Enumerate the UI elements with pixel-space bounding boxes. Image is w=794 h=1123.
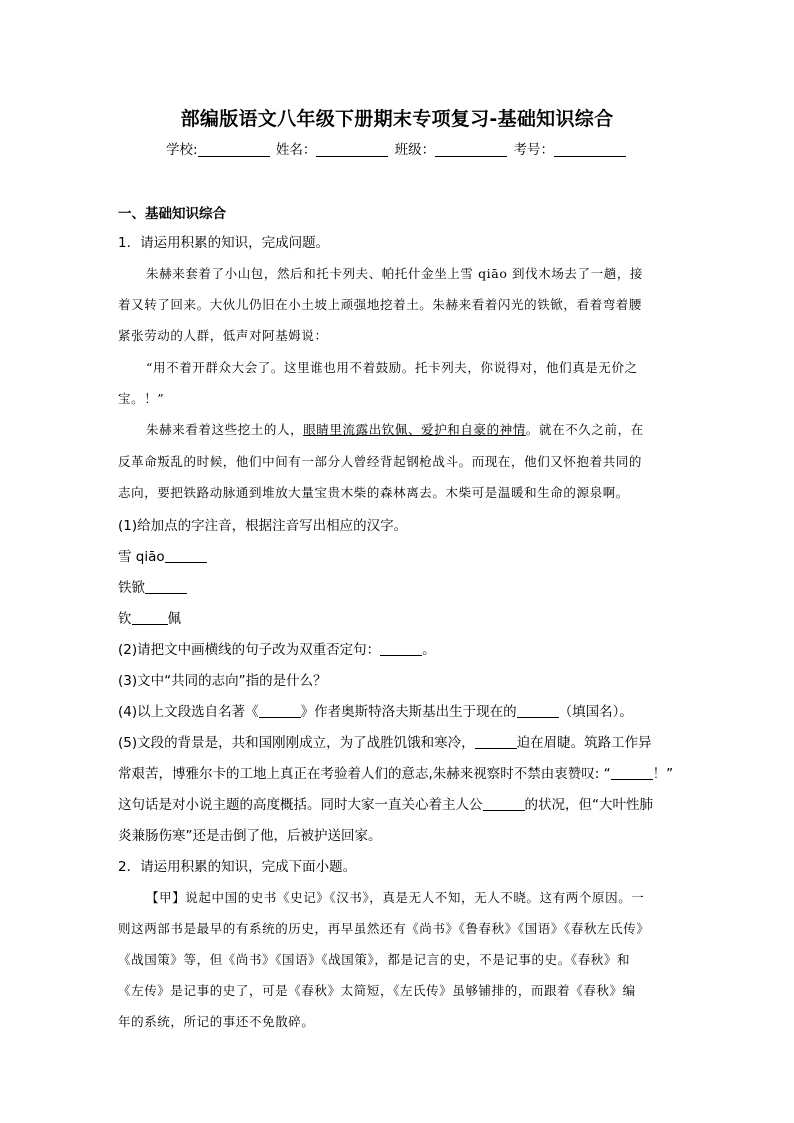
- passage-line: 则这两部书是最早的有系统的历史，再早虽然还有《尚书》《鲁春秋》《国语》《春秋左氏传》: [118, 921, 650, 936]
- passage-line: 【甲】说起中国的史书《史记》《汉书》，真是无人不知，无人不晓。这有两个原因。一: [146, 890, 645, 905]
- passage-line: 《战国策》等，但《尚书》《国语》《战国策》，都是记言的史，不是记事的史。《春秋》和: [118, 952, 631, 967]
- passage-line: 朱赫来看着这些挖土的人，眼睛里流露出钦佩、爱护和自豪的神情。就在不久之前，在: [146, 422, 644, 437]
- sub-question-1: (1)给加点的字注音，根据注音写出相应的汉字。: [118, 518, 408, 534]
- passage-line: “用不着开群众大会了。这里谁也用不着鼓励。托卡列夫，你说得对，他们真是无价之: [146, 360, 638, 375]
- passage-line: 年的系统，所记的事还不免散碎。: [118, 1014, 315, 1029]
- sub-question-1c: 钦 佩: [118, 611, 181, 627]
- sub-question-4: (4)以上文段选自名著《 》作者奥斯特洛夫斯基出生于现在的 （填国名）。: [118, 704, 633, 720]
- passage-line: 紧张劳动的人群，低声对阿基姆说：: [118, 328, 328, 343]
- sub-question-2: (2)请把文中画横线的句子改为双重否定句： 。: [118, 642, 436, 658]
- sub-question-5-line: 炎兼肠伤寒”还是击倒了他，后被护送回家。: [118, 828, 382, 844]
- number-label: 考号：: [513, 142, 554, 158]
- student-info-line: [0, 138, 794, 158]
- sub-question-5: (5)文段的背景是，共和国刚刚成立，为了战胜饥饿和寒冷， 迫在眉睫。筑路工作异: [118, 735, 652, 751]
- passage-line: 宝。！”: [118, 391, 165, 406]
- sub-question-5-line: 这句话是对小说主题的高度概括。同时大家一直关心着主人公 的状况，但“大叶性肺: [118, 797, 653, 813]
- answer-blank[interactable]: [483, 797, 525, 811]
- question-2-head: 2．请运用积累的知识，完成下面小题。: [118, 859, 357, 875]
- answer-blank[interactable]: [517, 704, 559, 718]
- sub-question-5-line: 常艰苦，博雅尔卡的工地上真正在考验着人们的意志,朱赫来视察时不禁由衷赞叹: “ ！”: [118, 766, 674, 782]
- answer-blank[interactable]: [380, 642, 422, 656]
- school-label: 学校:: [166, 142, 198, 158]
- section-heading: 一、基础知识综合: [118, 206, 226, 222]
- passage-line: 《左传》是记事的史了，可是《春秋》太简短，《左氏传》虽够铺排的，而跟着《春秋》编: [118, 983, 636, 998]
- passage-line: 着又转了回来。大伙儿仍旧在小土坡上顽强地挖着土。朱赫来看着闪光的铁锨，看着弯着腰: [118, 297, 643, 312]
- answer-blank[interactable]: [475, 735, 517, 749]
- page-title: 部编版语文八年级下册期末专项复习-基础知识综合: [180, 108, 614, 130]
- passage-line: 反革命叛乱的时候，他们中间有一部分人曾经背起钢枪战斗。而现在，他们又怀抱着共同的: [118, 454, 643, 469]
- answer-blank[interactable]: [259, 704, 301, 718]
- passage-line: 朱赫来套着了小山包，然后和托卡列夫、帕托什金坐上雪 qiāo 到伐木场去了一趟，接: [146, 266, 644, 281]
- answer-blank[interactable]: [132, 611, 168, 625]
- question-1-head: 1．请运用积累的知识，完成问题。: [118, 235, 330, 251]
- sub-question-1b: 铁锨: [118, 576, 187, 596]
- passage-line: 志向，要把铁路动脉通到堆放大量宝贵木柴的森林离去。木柴可是温暖和生命的源泉啊。: [118, 485, 629, 500]
- answer-blank[interactable]: [611, 766, 653, 780]
- name-blank[interactable]: [316, 142, 388, 157]
- class-blank[interactable]: [435, 142, 507, 157]
- sub-question-1a: 雪 qiāo: [118, 545, 207, 565]
- answer-blank[interactable]: [145, 580, 187, 594]
- school-blank[interactable]: [198, 142, 270, 157]
- sub-question-3: (3)文中“共同的志向”指的是什么？: [118, 673, 327, 689]
- name-label: 姓名：: [275, 142, 317, 158]
- number-blank[interactable]: [554, 142, 626, 157]
- class-label: 班级：: [394, 142, 436, 158]
- answer-blank[interactable]: [165, 549, 207, 563]
- underlined-sentence: 眼睛里流露出钦佩、爱护和自豪的神情: [303, 422, 526, 437]
